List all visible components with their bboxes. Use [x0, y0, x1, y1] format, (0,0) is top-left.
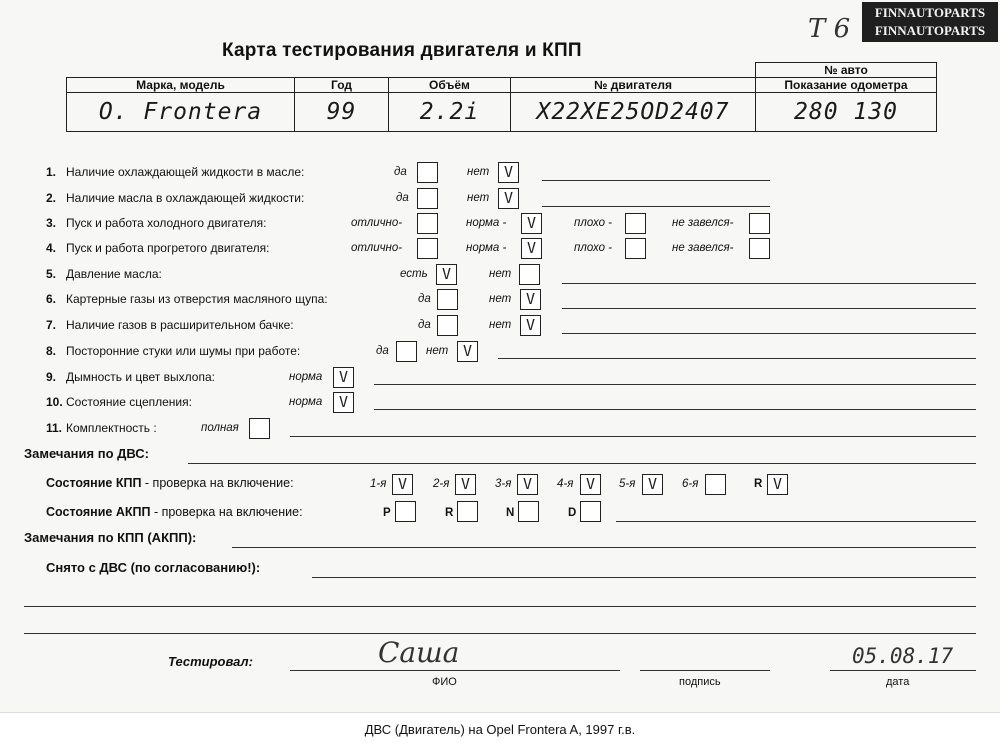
col-header-year: Год — [295, 78, 389, 93]
check-item — [46, 418, 846, 438]
checkbox[interactable]: V — [498, 162, 519, 183]
checkbox[interactable] — [395, 501, 416, 522]
item-number: 1. — [46, 165, 57, 179]
check-item — [46, 162, 846, 182]
fill-line — [232, 547, 976, 548]
item-number: 3. — [46, 216, 57, 230]
fill-line — [188, 463, 976, 464]
gear-label: 6-я — [682, 478, 699, 490]
option-label: плохо - — [574, 242, 612, 254]
checkbox[interactable] — [437, 315, 458, 336]
col-header-odometer: Показание одометра — [756, 78, 937, 93]
col-header-model: Марка, модель — [67, 78, 295, 93]
fill-line — [374, 384, 976, 385]
gear-label: D — [568, 507, 577, 519]
watermark-logo — [862, 2, 998, 42]
gear-label: 5-я — [619, 478, 636, 490]
item-label: Посторонние стуки или шумы при работе: — [66, 344, 301, 358]
value-model: O. Frontera — [67, 93, 295, 132]
item-number: 9. — [46, 370, 57, 384]
checkbox[interactable]: V — [455, 474, 476, 495]
option-label: нет — [489, 293, 512, 305]
option-label: норма — [289, 396, 323, 408]
item-label: Давление масла: — [66, 267, 162, 281]
value-year: 99 — [295, 93, 389, 132]
checkbox[interactable] — [417, 188, 438, 209]
fill-line — [542, 206, 770, 207]
checkbox[interactable]: V — [520, 315, 541, 336]
col-header-volume: Объём — [389, 78, 511, 93]
date-line — [830, 670, 976, 671]
gear-label: 4-я — [557, 478, 574, 490]
item-number: 8. — [46, 344, 57, 358]
signature-line — [640, 670, 770, 671]
checkbox[interactable]: V — [333, 392, 354, 413]
auto-gearbox-label — [46, 505, 303, 519]
item-label: Дымность и цвет выхлопа: — [66, 370, 215, 384]
checkbox[interactable]: V — [521, 238, 542, 259]
value-volume: 2.2i — [389, 93, 511, 132]
checkbox[interactable] — [249, 418, 270, 439]
form-title: Карта тестирования двигателя и КПП — [222, 40, 582, 61]
item-label: Пуск и работа холодного двигателя: — [66, 216, 267, 230]
fill-line — [562, 283, 976, 284]
fill-line — [24, 633, 976, 634]
option-label: да — [396, 192, 409, 204]
fill-line — [616, 521, 976, 522]
logo-line-1: FINNAUTOPARTS — [874, 5, 986, 20]
gear-label: 3-я — [495, 478, 512, 490]
signature-caption: подпись — [679, 676, 721, 688]
option-label: нет — [489, 319, 512, 331]
fill-line — [562, 333, 976, 334]
option-label: плохо - — [574, 217, 612, 229]
option-label: да — [376, 345, 389, 357]
check-item — [46, 289, 846, 309]
value-engine-number: X22XE25OD2407 — [511, 93, 756, 132]
checkbox[interactable]: V — [392, 474, 413, 495]
fill-line — [24, 606, 976, 607]
gear-label: 1-я — [370, 478, 387, 490]
checkbox[interactable]: V — [436, 264, 457, 285]
fill-line — [290, 436, 976, 437]
image-caption: ДВС (Двигатель) на Opel Frontera A, 1997 г.в. — [364, 722, 636, 737]
check-item — [46, 315, 846, 335]
handwritten-date: 05.08.17 — [852, 644, 954, 668]
checkbox[interactable] — [749, 213, 770, 234]
checkbox[interactable]: V — [767, 474, 788, 495]
gear-label: P — [383, 507, 391, 519]
remarks-gearbox-label: Замечания по КПП (АКПП): — [24, 530, 197, 545]
item-label: Состояние сцепления: — [66, 395, 192, 409]
checkbox[interactable]: V — [517, 474, 538, 495]
name-line — [290, 670, 620, 671]
checkbox[interactable] — [625, 238, 646, 259]
item-number: 6. — [46, 292, 57, 306]
auto-number-label: № авто — [756, 63, 937, 78]
option-label: нет — [426, 345, 449, 357]
item-number: 11. — [46, 421, 63, 435]
option-label: нет — [467, 192, 490, 204]
item-label: Пуск и работа прогретого двигателя: — [66, 241, 270, 255]
checkbox[interactable] — [580, 501, 601, 522]
option-label: да — [394, 166, 407, 178]
fill-line — [542, 180, 770, 181]
removed-from-engine-label: Снято с ДВС (по согласованию!): — [46, 560, 261, 575]
remarks-engine-label: Замечания по ДВС: — [24, 446, 149, 461]
item-number: 5. — [46, 267, 57, 281]
fill-line — [562, 308, 976, 309]
checkbox[interactable]: V — [642, 474, 663, 495]
item-number: 2. — [46, 191, 57, 205]
item-label: Наличие газов в расширительном бачке: — [66, 318, 294, 332]
vehicle-header-table — [66, 62, 937, 132]
option-label: норма — [289, 371, 323, 383]
checkbox[interactable] — [417, 238, 438, 259]
auto-gearbox-label-rest: - проверка на включение: — [150, 505, 303, 519]
item-number: 10. — [46, 395, 63, 409]
item-label: Картерные газы из отверстия масляного щупа: — [66, 292, 328, 306]
checkbox[interactable]: V — [333, 367, 354, 388]
checkbox[interactable] — [705, 474, 726, 495]
checkbox[interactable]: V — [498, 188, 519, 209]
option-label: да — [418, 293, 431, 305]
fill-line — [374, 409, 976, 410]
handwritten-name: Саша — [378, 636, 460, 669]
item-label: Комплектность : — [66, 421, 157, 435]
manual-gearbox-label-rest: - проверка на включение: — [141, 476, 294, 490]
checkbox[interactable]: V — [520, 289, 541, 310]
checkbox[interactable] — [437, 289, 458, 310]
check-item — [46, 264, 846, 284]
col-header-engine-number: № двигателя — [511, 78, 756, 93]
checkbox[interactable] — [518, 501, 539, 522]
option-label: есть — [400, 268, 428, 280]
gear-label: N — [506, 507, 515, 519]
name-caption: ФИО — [432, 676, 457, 688]
option-label: не завелся- — [672, 217, 734, 229]
auto-gearbox-label-bold: Состояние АКПП — [46, 505, 151, 519]
checkbox[interactable] — [457, 501, 478, 522]
item-number: 4. — [46, 241, 57, 255]
date-caption: дата — [886, 676, 910, 688]
check-item — [46, 213, 806, 233]
option-label: полная — [201, 422, 239, 434]
logo-line-2: FINNAUTOPARTS — [874, 23, 986, 38]
checkbox[interactable]: V — [457, 341, 478, 362]
value-odometer: 280 130 — [756, 93, 937, 132]
checkbox[interactable] — [417, 162, 438, 183]
option-label: отлично- — [351, 217, 403, 229]
handwritten-top-note: T 6 — [808, 14, 851, 44]
checkbox[interactable] — [519, 264, 540, 285]
check-item — [46, 238, 806, 258]
fill-line — [498, 358, 976, 359]
option-label: да — [418, 319, 431, 331]
checkbox[interactable] — [417, 213, 438, 234]
gear-label: 2-я — [433, 478, 450, 490]
option-label: не завелся- — [672, 242, 734, 254]
option-label: норма - — [466, 217, 507, 229]
option-label: нет — [489, 268, 512, 280]
checkbox[interactable] — [396, 341, 417, 362]
fill-line — [312, 577, 976, 578]
option-label: отлично- — [351, 242, 403, 254]
option-label: нет — [467, 166, 490, 178]
item-number: 7. — [46, 318, 57, 332]
checkbox[interactable] — [625, 213, 646, 234]
checkbox[interactable] — [749, 238, 770, 259]
gear-label: R — [445, 507, 454, 519]
item-label: Наличие масла в охлаждающей жидкости: — [66, 191, 305, 205]
checkbox[interactable]: V — [521, 213, 542, 234]
manual-gearbox-label-bold: Состояние КПП — [46, 476, 142, 490]
check-item — [46, 188, 846, 208]
checkbox[interactable]: V — [580, 474, 601, 495]
tested-by-label: Тестировал: — [168, 654, 253, 669]
option-label: норма - — [466, 242, 507, 254]
manual-gearbox-label — [46, 476, 294, 490]
gear-label: R — [754, 478, 763, 490]
item-label: Наличие охлаждающей жидкости в масле: — [66, 165, 305, 179]
